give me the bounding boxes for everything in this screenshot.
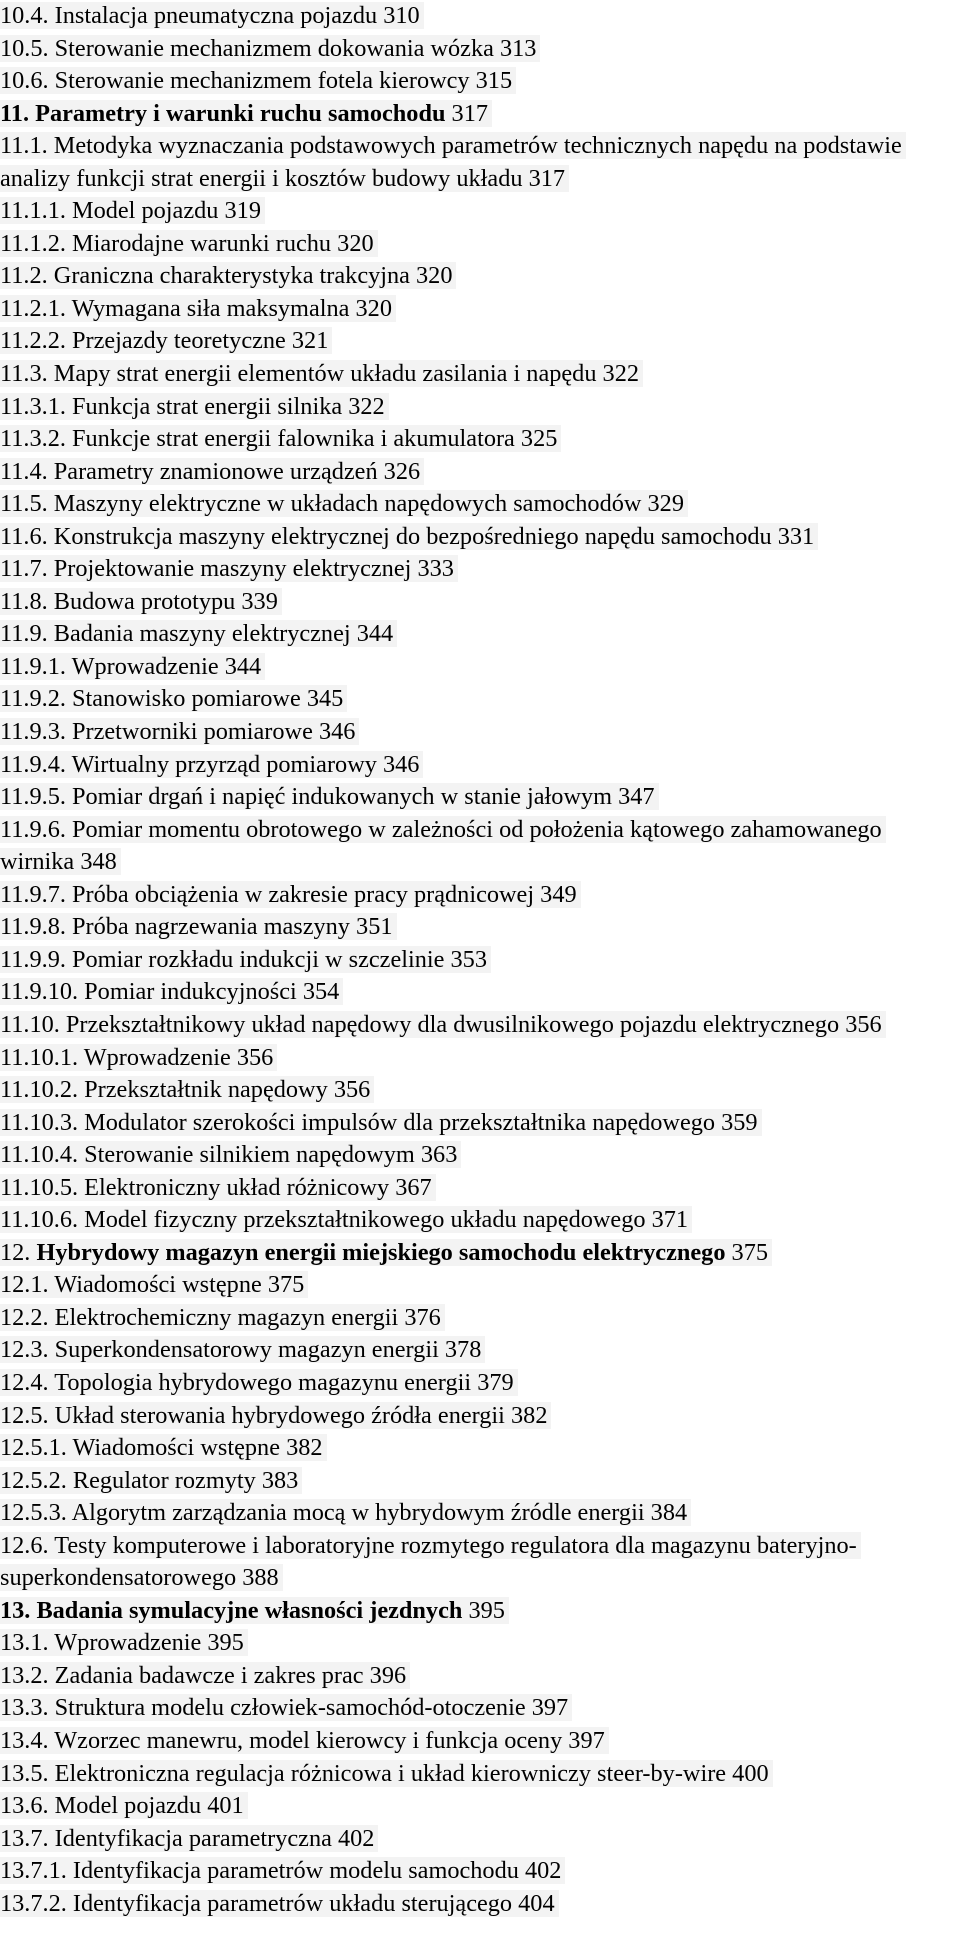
toc-entry-text [0,1402,551,1429]
toc-entry [0,1204,950,1237]
toc-entry-text [0,816,886,876]
toc-section-title: Pomiar drgań i napięć indukowanych w stanie jałowym [72,783,613,811]
toc-section-title: Superkondensatorowy magazyn energii [54,1336,439,1364]
toc-section-number: 13.4. [0,1726,49,1754]
toc-section-number: 11.2.2. [0,327,66,355]
toc-page-number: 382 [286,1434,323,1462]
toc-section-title: Sterowanie mechanizmem dokowania wózka [54,34,494,62]
toc-page-number: 320 [355,294,392,322]
toc-section-number: 11.9. [0,620,48,648]
toc-page-number: 353 [450,945,487,973]
toc-entry [0,130,950,195]
toc-page-number: 320 [337,229,374,257]
toc-page-number: 378 [444,1336,482,1364]
toc-page-number: 359 [721,1108,758,1136]
toc-entry-text [0,718,359,745]
toc-entry-text [0,425,561,452]
toc-entry-text [0,262,456,289]
toc-section-title: Wprowadzenie [54,1629,202,1657]
toc-entry [0,1269,950,1302]
toc-page-number: 313 [499,34,537,62]
toc-section-number: 12.4. [0,1368,49,1396]
toc-entry [0,1107,950,1140]
toc-entry [0,65,950,98]
toc-page-number: 351 [356,913,393,941]
toc-page-number: 321 [291,327,329,355]
toc-entry-text [0,1434,327,1461]
toc-section-title: Badania symulacyjne własności jezdnych [36,1596,463,1624]
toc-section-title: Elektrochemiczny magazyn energii [54,1303,399,1331]
toc-section-title: Elektroniczna regulacja różnicowa i układ kierowniczy steer-by-wire [54,1759,727,1787]
toc-entry [0,1400,950,1433]
toc-entry-text [0,1174,436,1201]
toc-entry [0,716,950,749]
toc-entry-text [0,1076,374,1103]
toc-entry [0,1497,950,1530]
toc-entry [0,423,950,456]
toc-section-title: Wprowadzenie [71,652,219,680]
toc-section-number: 11.10.2. [0,1076,79,1104]
toc-section-number: 12.1. [0,1271,49,1299]
toc-page-number: 322 [602,360,639,388]
toc-page-number: 346 [382,750,420,778]
toc-entry [0,33,950,66]
toc-entry [0,1627,950,1660]
toc-entry-text [0,913,397,940]
toc-entry-text [0,327,332,354]
toc-entry [0,683,950,716]
toc-page-number: 315 [475,67,513,95]
toc-section-number: 13.7.1. [0,1857,67,1885]
toc-page-number: 402 [524,1857,562,1885]
toc-page-number: 325 [520,425,558,453]
toc-page-number: 371 [651,1206,689,1234]
toc-entry-text [0,393,389,420]
toc-page-number: 397 [568,1726,605,1754]
toc-section-title: Graniczna charakterystyka trakcyjna [53,262,410,290]
toc-entry-text [0,588,282,615]
toc-entry [0,586,950,619]
toc-page-number: 384 [650,1499,688,1527]
toc-entry-text [0,620,397,647]
toc-section-title: Parametry i warunki ruchu samochodu [35,99,446,127]
toc-entry [0,98,950,131]
toc-section-title: Przetworniki pomiarowe [72,718,313,746]
toc-section-number: 11.1.1. [0,197,66,225]
toc-section-number: 13.2. [0,1661,49,1689]
toc-entry [0,1758,950,1791]
toc-section-number: 12.5.3. [0,1499,67,1527]
toc-section-number: 12.6. [0,1531,49,1559]
toc-entry-text [0,360,643,387]
toc-entry-text [0,1467,302,1494]
toc-section-title: Wprowadzenie [83,1043,231,1071]
toc-page-number: 317 [451,99,488,127]
toc-entry [0,879,950,912]
toc-section-title: Układ sterowania hybrydowego źródła energii [54,1401,505,1429]
toc-page-number: 383 [261,1466,299,1494]
toc-section-number: 11.2.1. [0,294,66,322]
toc-entry-text [0,458,424,485]
toc-page-number: 356 [236,1043,274,1071]
toc-section-title: Model fizyczny przekształtnikowego układu napędowego [84,1206,646,1234]
toc-section-number: 12.5.1. [0,1434,67,1462]
toc-section-title: Sterowanie silnikiem napędowym [84,1141,415,1169]
toc-section-number: 11.3.2. [0,425,66,453]
toc-entry [0,1660,950,1693]
toc-page-number: 363 [420,1141,458,1169]
toc-entry [0,944,950,977]
toc-section-number: 12.5.2. [0,1466,67,1494]
toc-page-number: 310 [383,2,420,29]
toc-entry [0,260,950,293]
toc-section-number: 11.8. [0,587,48,615]
toc-section-title: Wiadomości wstępne [54,1271,262,1299]
toc-entry-text [0,490,688,517]
toc-section-title: Elektroniczny układ różnicowy [84,1173,390,1201]
toc-section-title: Pomiar momentu obrotowego w zależności od położenia kątowego zahamowanego wirnika [0,815,882,876]
toc-page-number: 356 [845,1010,882,1038]
toc-entry [0,521,950,554]
toc-section-number: 11.6. [0,522,48,550]
toc-section-title: Budowa prototypu [53,587,236,615]
toc-entry-text [0,132,906,192]
toc-entry [0,1334,950,1367]
toc-section-number: 11.9.1. [0,652,66,680]
toc-page-number: 320 [416,262,453,290]
toc-entry-text [0,1532,861,1592]
toc-section-title: Wiadomości wstępne [72,1434,280,1462]
toc-entry [0,1367,950,1400]
toc-page-number: 333 [417,555,454,583]
toc-section-title: Topologia hybrydowego magazynu energii [54,1368,472,1396]
toc-section-title: Wzorzec manewru, model kierowcy i funkcja oceny [54,1726,563,1754]
toc-section-title: Regulator rozmyty [72,1466,256,1494]
toc-section-number: 11.10.3. [0,1108,79,1136]
toc-section-title: Wymagana siła maksymalna [71,294,350,322]
toc-page-number: 402 [337,1824,375,1852]
toc-entry-text [0,1011,886,1038]
toc-section-title: Hybrydowy magazyn energii miejskiego samochodu elektrycznego [36,1238,726,1266]
toc-section-number: 11.9.2. [0,685,66,713]
toc-entry-text [0,523,818,550]
toc-section-title: Identyfikacja parametryczna [54,1824,332,1852]
toc-entry [0,976,950,1009]
toc-entry-text [0,1727,609,1754]
toc-page-number: 388 [242,1564,279,1592]
toc-entry-text [0,653,265,680]
toc-entry [0,228,950,261]
toc-section-number: 11.9.10. [0,978,79,1006]
toc-section-number: 11.3. [0,360,48,388]
toc-entry [0,391,950,424]
toc-entry [0,814,950,879]
toc-section-title: Struktura modelu człowiek-samochód-otoczenie [54,1694,526,1722]
toc-entry [0,1692,950,1725]
toc-entry [0,749,950,782]
toc-entry-text [0,555,458,582]
toc-entry [0,1855,950,1888]
toc-section-title: Badania maszyny elektrycznej [53,620,351,648]
toc-entry [0,1823,950,1856]
toc-page-number: 345 [306,685,344,713]
toc-section-title: Stanowisko pomiarowe [72,685,301,713]
toc-page-number: 348 [80,848,117,876]
toc-section-number: 10.5. [0,34,49,62]
toc-page-number: 331 [777,522,815,550]
toc-section-title: Zadania badawcze i zakres prac [54,1661,364,1689]
toc-entry-text [0,1206,692,1233]
toc-page-number: 322 [348,392,385,420]
toc-page-number: 395 [468,1596,505,1624]
toc-section-number: 11.10.4. [0,1141,79,1169]
toc-entry [0,1042,950,1075]
toc-section-number: 11.7. [0,555,48,583]
toc-page-number: 329 [647,490,684,518]
toc-section-number: 11.10.6. [0,1206,79,1234]
toc-section-number: 11.4. [0,457,48,485]
toc-section-number: 13.1. [0,1629,49,1657]
toc-section-title: Funkcje strat energii falownika i akumulatora [72,425,515,453]
toc-entry [0,911,950,944]
toc-entry [0,1725,950,1758]
toc-entry-text [0,978,343,1005]
toc-section-number: 11.9.9. [0,945,66,973]
toc-section-title: Modulator szerokości impulsów dla przekształtnika napędowego [84,1108,716,1136]
toc-section-number: 11.5. [0,490,48,518]
toc-page-number: 379 [477,1368,514,1396]
toc-page-number: 347 [618,783,655,811]
toc-entry [0,325,950,358]
toc-section-number: 11.10.1. [0,1043,79,1071]
toc-entry [0,1237,950,1270]
toc-entry [0,1074,950,1107]
toc-page-number: 375 [731,1238,768,1266]
toc-entry [0,0,950,33]
toc-entry [0,1595,950,1628]
toc-section-number: 13. [0,1596,31,1624]
toc-entry-text [0,67,516,94]
toc-section-number: 12. [0,1238,31,1266]
toc-entry [0,1888,950,1921]
toc-section-number: 13.7.2. [0,1889,67,1917]
toc-section-number: 12.5. [0,1401,49,1429]
toc-section-title: Przekształtnik napędowy [84,1076,328,1104]
toc-section-number: 10.6. [0,67,49,95]
toc-entry-text [0,1694,572,1721]
toc-entry [0,1790,950,1823]
toc-section-title: Pomiar indukcyjności [84,978,297,1006]
toc-page-number: 367 [395,1173,432,1201]
toc-section-title: Mapy strat energii elementów układu zasilania i napędu [53,360,597,388]
toc-entry [0,1432,950,1465]
toc-page-number: 401 [207,1792,244,1820]
toc-section-title: Konstrukcja maszyny elektrycznej do bezpośredniego napędu samochodu [53,522,772,550]
toc-page-number: 404 [518,1889,555,1917]
toc-section-number: 11. [0,99,30,127]
toc-entry-text [0,1369,518,1396]
toc-section-number: 11.9.8. [0,913,66,941]
toc-section-number: 13.5. [0,1759,49,1787]
toc-page-number: 375 [267,1271,305,1299]
toc-entry-text [0,1760,773,1787]
toc-entry-text [0,1044,277,1071]
toc-entry-text [0,1629,248,1656]
toc-section-title: Próba obciążenia w zakresie pracy prądnicowej [72,880,535,908]
toc-section-number: 13.3. [0,1694,49,1722]
toc-entry-text [0,1304,445,1331]
toc-entry-text [0,1239,772,1266]
toc-entry [0,293,950,326]
toc-entry [0,358,950,391]
toc-entry [0,1530,950,1595]
toc-section-title: Parametry znamionowe urządzeń [53,457,378,485]
toc-section-title: Sterowanie mechanizmem fotela kierowcy [54,67,470,95]
toc-page-number: 376 [404,1303,441,1331]
toc-entry [0,456,950,489]
toc-page-number: 396 [369,1661,407,1689]
toc-entry-text [0,1597,509,1624]
toc-section-title: Wirtualny przyrząd pomiarowy [71,750,377,778]
toc-entry-text [0,1890,559,1917]
toc-entry-text [0,881,581,908]
toc-section-title: Algorytm zarządzania mocą w hybrydowym źródle energii [71,1499,645,1527]
toc-entry-text [0,1141,461,1168]
toc-section-number: 10.4. [0,2,49,29]
toc-entry-text [0,1336,485,1363]
toc-entry-text [0,685,347,712]
toc-section-number: 11.9.6. [0,815,66,843]
toc-section-title: Funkcja strat energii silnika [72,392,343,420]
toc-entry [0,553,950,586]
toc-entry-text [0,1857,565,1884]
toc-entry-text [0,946,491,973]
toc-entry-text [0,1271,308,1298]
toc-section-title: Pomiar rozkładu indukcji w szczelinie [72,945,445,973]
toc-section-title: Identyfikacja parametrów układu sterującego [72,1889,513,1917]
toc-entry-text [0,2,424,29]
toc-section-number: 11.10.5. [0,1173,79,1201]
toc-entry-text [0,1825,378,1852]
toc-page-number: 395 [207,1629,244,1657]
toc-entry [0,618,950,651]
toc-entry-text [0,100,492,127]
toc-section-number: 11.3.1. [0,392,66,420]
toc-page-number: 354 [302,978,340,1006]
toc-section-number: 11.9.4. [0,750,66,778]
toc-page-number: 397 [531,1694,569,1722]
toc-section-number: 11.9.5. [0,783,66,811]
toc-page-number: 400 [732,1759,769,1787]
toc-section-number: 11.2. [0,262,48,290]
toc-entry [0,1139,950,1172]
toc-page-number: 349 [540,880,577,908]
toc-entry-text [0,1499,691,1526]
toc-section-number: 11.1. [0,132,48,160]
toc-section-title: Metodyka wyznaczania podstawowych parametrów technicznych napędu na podstawie analizy funkcji strat energii i kosztów budowy układu [0,132,902,192]
toc-page-number: 346 [318,718,356,746]
toc-entry-text [0,295,396,322]
toc-entry [0,195,950,228]
toc-section-number: 12.2. [0,1303,49,1331]
toc-entry-text [0,230,378,257]
toc-entry [0,1465,950,1498]
toc-section-number: 11.1.2. [0,229,66,257]
toc-section-title: Model pojazdu [72,197,219,225]
toc-section-number: 13.6. [0,1792,49,1820]
toc-entry [0,1302,950,1335]
toc-section-number: 11.9.7. [0,880,66,908]
toc-page-number: 344 [224,652,262,680]
toc-section-number: 13.7. [0,1824,49,1852]
toc-entry-text [0,1109,762,1136]
toc-page-number: 356 [333,1076,371,1104]
toc-page-number: 326 [383,457,421,485]
toc-page-number: 382 [511,1401,548,1429]
toc-section-number: 12.3. [0,1336,49,1364]
toc-entry-text [0,783,659,810]
toc-entry-text [0,35,540,62]
toc-section-title: Próba nagrzewania maszyny [72,913,350,941]
toc-section-title: Model pojazdu [54,1792,202,1820]
toc-entry-text [0,1792,248,1819]
toc-entry-text [0,1662,410,1689]
toc-entry [0,1009,950,1042]
toc-page-number: 319 [224,197,261,225]
toc-page-number: 344 [356,620,394,648]
toc-section-title: Przekształtnikowy układ napędowy dla dwusilnikowego pojazdu elektrycznego [65,1010,840,1038]
toc-section-title: Miarodajne warunki ruchu [72,229,332,257]
toc-section-title: Instalacja pneumatyczna pojazdu [54,2,378,29]
toc-section-title: Testy komputerowe i laboratoryjne rozmytego regulatora dla magazynu bateryjno-superkondensatorowego [0,1531,857,1592]
toc-entry [0,651,950,684]
toc-section-title: Identyfikacja parametrów modelu samochodu [72,1857,519,1885]
toc-entry-text [0,197,265,224]
toc-page-number: 317 [528,164,566,192]
toc-entry [0,488,950,521]
toc-section-title: Projektowanie maszyny elektrycznej [53,555,412,583]
toc-section-number: 11.10. [0,1010,60,1038]
toc-section-title: Przejazdy teoretyczne [72,327,286,355]
toc-section-number: 11.9.3. [0,718,66,746]
toc-entry [0,781,950,814]
toc-section-title: Maszyny elektryczne w układach napędowych samochodów [53,490,642,518]
toc-entry [0,1172,950,1205]
toc-entry-text [0,751,423,778]
toc-page-number: 339 [241,587,278,615]
